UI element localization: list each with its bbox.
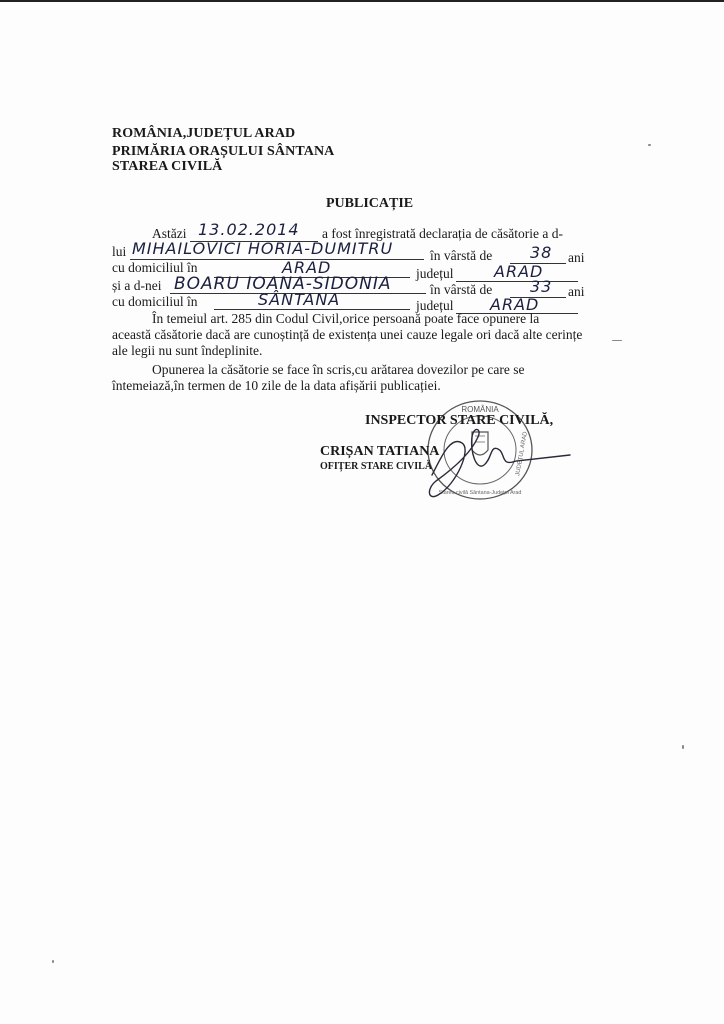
groom-county-label: județul: [416, 266, 454, 281]
declaration-date: 13.02.2014: [198, 220, 300, 239]
legal-text-line-2: această căsătorie dacă are cunoștință de existența unei cauze legale ori dacă alte cerințe: [112, 327, 583, 342]
bride-city: SÂNTANA: [258, 290, 341, 309]
scan-speck: [52, 960, 54, 963]
today-label: Astăzi: [152, 226, 187, 241]
bride-name: BOARU IOANA-SIDONIA: [174, 274, 392, 294]
stamp-top-text: ROMÂNIA: [461, 405, 499, 414]
bride-city-underline: [214, 309, 410, 310]
handwritten-signature: [420, 415, 580, 505]
groom-name: MIHAILOVICI HORIA-DUMITRU: [132, 239, 394, 258]
registered-text: a fost înregistrată declarația de căsătorie a d-: [322, 226, 563, 241]
header-town-hall: PRIMĂRIA ORAȘULUI SÂNTANA: [112, 144, 335, 159]
header-department: STAREA CIVILĂ: [112, 159, 223, 174]
groom-age: 38: [530, 243, 553, 262]
groom-domicile-label: cu domiciliul în: [112, 260, 198, 275]
opposition-text-line-1: Opunerea la căsătorie se face în scris,cu arătarea dovezilor pe care se: [152, 362, 525, 377]
header-country-county: ROMÂNIA,JUDEȚUL ARAD: [112, 126, 296, 141]
groom-city: ARAD: [282, 258, 332, 277]
legal-text-line-3: ale legii nu sunt îndeplinite.: [112, 343, 263, 358]
groom-years-label: ani: [568, 250, 585, 265]
stamp-bottom-text: Starea civilă Sântana-Județul Arad: [438, 490, 522, 496]
opposition-text-line-2: întemeiază,în termen de 10 zile de la data afișării publicației.: [112, 378, 441, 393]
officer-name: CRIȘAN TATIANA: [320, 444, 440, 459]
document-title: PUBLICAȚIE: [326, 196, 414, 211]
scan-speck: [682, 745, 684, 749]
bride-domicile-label: cu domiciliul în: [112, 294, 198, 309]
scan-speck: [648, 144, 651, 146]
mrs-prefix: și a d-nei: [112, 278, 162, 293]
scan-edge-line: [0, 0, 724, 2]
legal-text-line-1: În temeiul art. 285 din Codul Civil,orice persoană poate face opunere la: [152, 311, 540, 326]
scan-speck: [612, 340, 622, 341]
bride-county-label: județul: [416, 298, 454, 313]
bride-age-label: în vârstă de: [430, 282, 493, 297]
mr-prefix: lui: [112, 244, 127, 259]
groom-county: ARAD: [494, 262, 544, 281]
bride-age: 33: [530, 277, 553, 296]
stamp-side-text: JUDEȚUL ARAD: [515, 431, 529, 477]
groom-age-label: în vârstă de: [430, 248, 493, 263]
inspector-title: INSPECTOR STARE CIVILĂ,: [365, 413, 554, 428]
bride-county: ARAD: [490, 295, 540, 314]
bride-years-label: ani: [568, 284, 585, 299]
officer-position: OFIȚER STARE CIVILĂ: [320, 461, 433, 472]
signature-stroke: [429, 429, 570, 496]
